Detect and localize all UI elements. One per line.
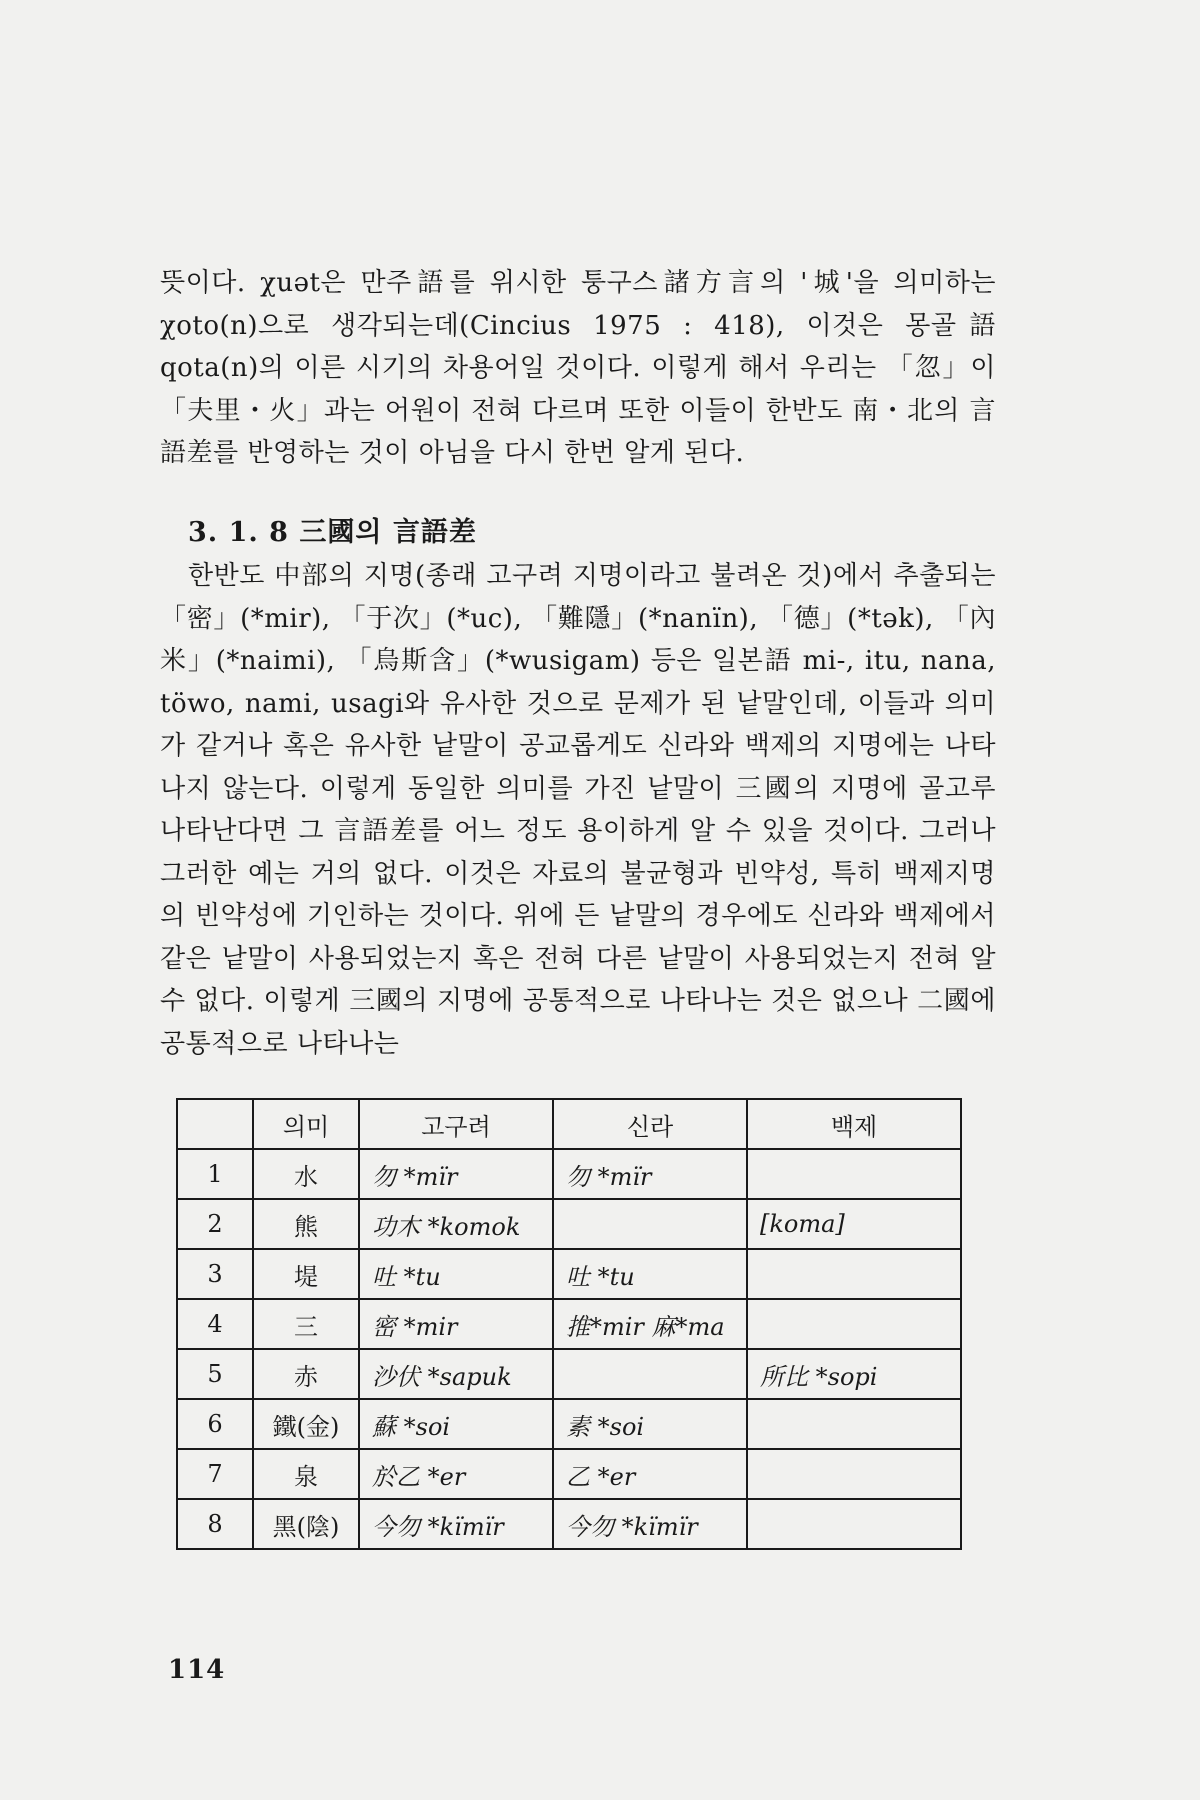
header-cell-meaning: 의미 — [253, 1099, 359, 1149]
baekje-cell: 所比 *sopi — [747, 1349, 961, 1399]
table-row — [177, 1149, 961, 1199]
table-row — [177, 1299, 961, 1349]
row-number: 8 — [177, 1499, 253, 1549]
header-cell-silla: 신라 — [553, 1099, 747, 1149]
goguryeo-cell: 於乙 *er — [359, 1449, 553, 1499]
goguryeo-cell: 功木 *komok — [359, 1199, 553, 1249]
silla-cell — [553, 1199, 747, 1249]
baekje-cell: [koma] — [747, 1199, 961, 1249]
body-paragraph-2 — [160, 555, 996, 1065]
body-paragraph-1 — [160, 262, 996, 475]
table-row — [177, 1449, 961, 1499]
meaning-cell: 赤 — [253, 1349, 359, 1399]
header-cell-baekje: 백제 — [747, 1099, 961, 1149]
row-number: 5 — [177, 1349, 253, 1399]
silla-cell: 吐 *tu — [553, 1249, 747, 1299]
header-cell-goguryeo: 고구려 — [359, 1099, 553, 1149]
baekje-cell — [747, 1149, 961, 1199]
row-number: 6 — [177, 1399, 253, 1449]
section-heading: 3. 1. 8 三國의 言語差 — [188, 517, 477, 548]
header-cell-index — [177, 1099, 253, 1149]
meaning-cell: 黑(陰) — [253, 1499, 359, 1549]
table-row — [177, 1199, 961, 1249]
comparison-table — [176, 1098, 962, 1550]
silla-cell: 今勿 *kïmïr — [553, 1499, 747, 1549]
table-row — [177, 1249, 961, 1299]
table-header-row — [177, 1099, 961, 1149]
baekje-cell — [747, 1399, 961, 1449]
row-number: 4 — [177, 1299, 253, 1349]
row-number: 2 — [177, 1199, 253, 1249]
baekje-cell — [747, 1449, 961, 1499]
silla-cell: 乙 *er — [553, 1449, 747, 1499]
baekje-cell — [747, 1499, 961, 1549]
row-number: 1 — [177, 1149, 253, 1199]
goguryeo-cell: 勿 *mïr — [359, 1149, 553, 1199]
meaning-cell: 三 — [253, 1299, 359, 1349]
silla-cell: 勿 *mïr — [553, 1149, 747, 1199]
row-number: 7 — [177, 1449, 253, 1499]
goguryeo-cell: 蘇 *soi — [359, 1399, 553, 1449]
table-row — [177, 1349, 961, 1399]
baekje-cell — [747, 1249, 961, 1299]
paragraph-text: 뜻이다. χuət은 만주語를 위시한 퉁구스諸方言의 '城'을 의미하는 χoto(n)으로 생각되는데(Cincius 1975 : 418), 이것은 몽골語 qota(n)의 이른 시기의 차용어일 것이다. 이렇게 해서 우리는 「忽」이 「夫里・火」과는 어원이 전혀 다르며 또한 이들이 한반도 南・北의 言語差를 반영하는 것이 아님을 다시 한번 알게 된다. — [160, 268, 996, 468]
meaning-cell: 鐵(金) — [253, 1399, 359, 1449]
silla-cell: 推*mir 麻*ma — [553, 1299, 747, 1349]
silla-cell — [553, 1349, 747, 1399]
goguryeo-cell: 吐 *tu — [359, 1249, 553, 1299]
meaning-cell: 堤 — [253, 1249, 359, 1299]
paragraph-text: 한반도 中部의 지명(종래 고구려 지명이라고 불려온 것)에서 추출되는 「密」(*mir), 「于次」(*uc), 「難隱」(*nanïn), 「德」(*tək), 「內米」(*naimi), 「烏斯含」(*wusigam) 등은 일본語 mi-, itu, nana, töwo, nami, usagi와 유사한 것으로 문제가 된 낱말인데, 이들과 의미가 같거나 혹은 유사한 낱말이 공교롭게도 신라와 백제의 지명에는 나타나지 않는다. 이렇게 동일한 의미를 가진 낱말이 三國의 지명에 골고루 나타난다면 그 言語差를 어느 정도 용이하게 알 수 있을 것이다. 그러나 그러한 예는 거의 없다. 이것은 자료의 불균형과 빈약성, 특히 백제지명의 빈약성에 기인하는 것이다. 위에 든 낱말의 경우에도 신라와 백제에서 같은 낱말이 사용되었는지 혹은 전혀 다른 낱말이 사용되었는지 전혀 알 수 없다. 이렇게 三國의 지명에 공통적으로 나타나는 것은 없으나 二國에 공통적으로 나타나는 — [160, 561, 996, 1059]
goguryeo-cell: 今勿 *kïmïr — [359, 1499, 553, 1549]
table-row — [177, 1399, 961, 1449]
meaning-cell: 泉 — [253, 1449, 359, 1499]
row-number: 3 — [177, 1249, 253, 1299]
page-number: 114 — [168, 1655, 226, 1685]
meaning-cell: 熊 — [253, 1199, 359, 1249]
baekje-cell — [747, 1299, 961, 1349]
table-row — [177, 1499, 961, 1549]
goguryeo-cell: 密 *mir — [359, 1299, 553, 1349]
goguryeo-cell: 沙伏 *sapuk — [359, 1349, 553, 1399]
silla-cell: 素 *soi — [553, 1399, 747, 1449]
meaning-cell: 水 — [253, 1149, 359, 1199]
